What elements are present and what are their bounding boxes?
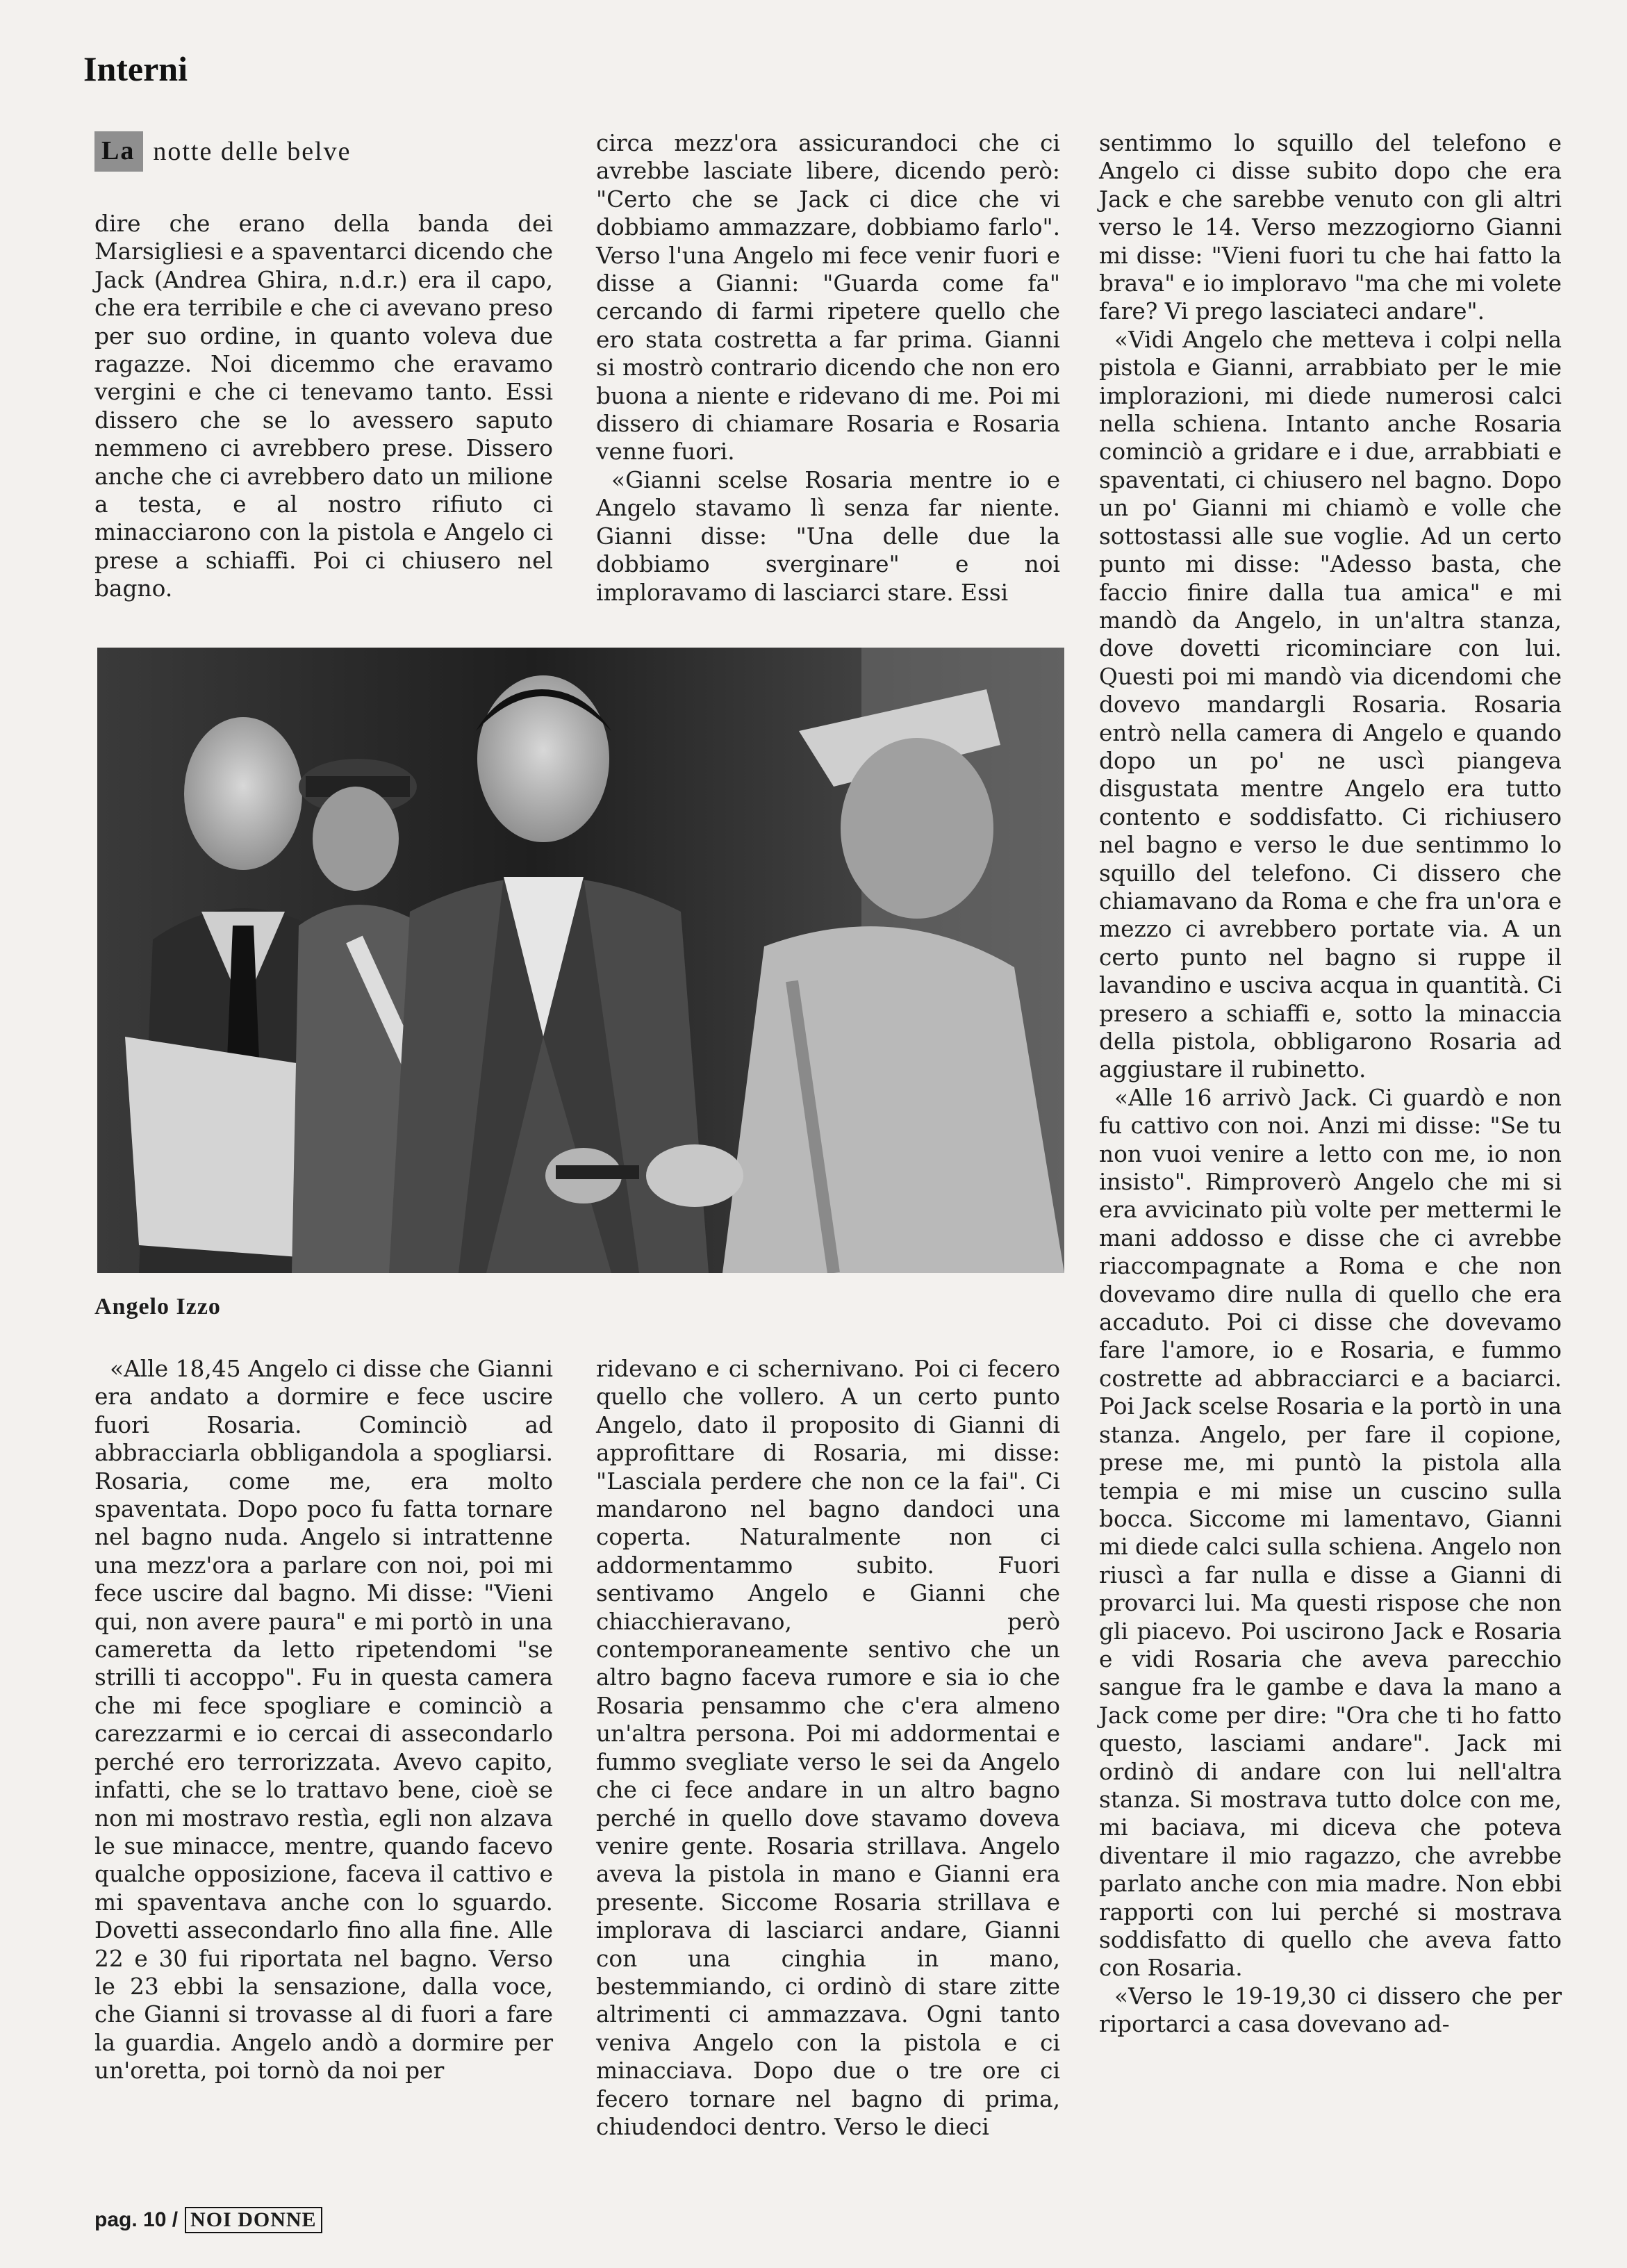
- column-2-top: [596, 129, 1060, 607]
- column-2-bottom: [596, 1355, 1060, 2141]
- article-kicker: [94, 127, 351, 176]
- kicker-tag: La: [94, 131, 143, 172]
- column-1-top: [94, 210, 553, 603]
- photo-caption: Angelo Izzo: [94, 1294, 221, 1320]
- kicker-title: notte delle belve: [153, 137, 352, 166]
- photo-illustration: [97, 648, 1064, 1273]
- paragraph: dire che erano della banda dei Marsigliesi e a spaventarci dicendo che Jack (Andrea Ghira, n.d.r.) era il capo, che era terribile e che ci avevano preso per suo ordine, in quanto voleva due ragazze. Noi dicemmo che eravamo vergini e che ci tenevamo tanto. Essi dissero che se lo avessero saputo nemmeno ci avrebbero prese. Dissero anche che ci avrebbero dato un milione a testa, e al nostro rifiuto ci minacciarono con la pistola e Angelo ci prese a schiaffi. Poi ci chiusero nel bagno.: [94, 211, 553, 602]
- paragraph: «Alle 18,45 Angelo ci disse che Gianni era andato a dormire e fece uscire fuori Rosaria. Cominciò ad abbracciarla obbligandola a spogliarsi. Rosaria, come me, era molto spaventata. Dopo poco fu fatta tornare nel bagno nuda. Angelo si intrattenne una mezz'ora a parlare con noi, poi mi fece uscire dal bagno. Mi disse: "Vieni qui, non avere paura" e mi portò in una cameretta da letto ripetendomi "se strilli ti accoppo". Fu in questa camera che mi fece spogliare e cominciò a carezzarmi e io cercai di assecondarlo perché ero terrorizzata. Avevo capito, infatti, che se lo trattavo bene, cioè se non mi mostravo restìa, egli non alzava le sue minacce, mentre, quando facevo qualche opposizione, faceva il cattivo e mi spaventava anche con lo sguardo. Dovetti assecondarlo fino alla fine. Alle 22 e 30 fui riportata nel bagno. Verso le 23 ebbi la sensazione, dalla voce, che Gianni si trovasse al di fuori a fare la guardia. Angelo andò a dormire per un'oretta, poi tornò da noi per: [94, 1356, 553, 2085]
- photo-angelo-izzo: [97, 648, 1064, 1273]
- magazine-logo: NOI DONNE: [185, 2207, 322, 2233]
- column-3: [1099, 129, 1562, 2039]
- section-label: Interni: [83, 49, 188, 88]
- paragraph: «Verso le 19-19,30 ci dissero che per riportarci a casa dovevano ad-: [1099, 1982, 1562, 2038]
- paragraph: sentimmo lo squillo del telefono e Angelo ci disse subito dopo che era Jack e che sarebbe venuto con gli altri verso le 14. Verso mezzogiorno Gianni mi disse: "Vieni fuori tu che hai fatto la brava" e io imploravo "ma che mi volete fare? Vi prego lasciateci andare".: [1099, 130, 1562, 325]
- column-1-bottom: [94, 1355, 553, 2085]
- page-number: pag. 10 /: [94, 2208, 179, 2231]
- paragraph: circa mezz'ora assicurandoci che ci avrebbe lasciate libere, dicendo però: "Certo che se Jack ci dice che vi dobbiamo ammazzare, dobbiamo farlo". Verso l'una Angelo mi fece venir fuori e disse a Gianni: "Guarda come fa" cercando di farmi ripetere quello che ero stata costretta a far prima. Gianni si mostrò contrario dicendo che non ero buona a niente e ridevano di me. Poi mi dissero di chiamare Rosaria e Rosaria venne fuori.: [596, 130, 1060, 466]
- page-footer: [94, 2204, 322, 2236]
- paragraph: «Alle 16 arrivò Jack. Ci guardò e non fu cattivo con noi. Anzi mi disse: "Se tu non vuoi venire a letto con me, io non insisto". Rimproverò Angelo che mi si era avvicinato più volte per mettermi le mani addosso e disse che ci avrebbe riaccompagnate a Roma e che non dovevamo dire nulla di quello che era accaduto. Poi ci disse che dovevamo fare l'amore, io e Rosaria, e fummo costrette ad abbracciarci e a baciarci. Poi Jack scelse Rosaria e la portò in una stanza. Angelo, per fare il copione, prese me, mi puntò la pistola alla tempia e mi mise un cuscino sulla bocca. Siccome mi lamentavo, Gianni mi diede calci sulla schiena. Angelo non riuscì a far nulla e disse a Gianni di provarci lui. Ma questi rispose che non gli piacevo. Poi uscirono Jack e Rosaria e vidi Rosaria che aveva parecchio sangue fra le gambe e dava la mano a Jack come per dire: "Ora che ti ho fatto questo, lasciami andare". Jack mi ordinò di andare con lui nell'altra stanza. Si mostrava tutto dolce con me, mi baciava, mi diceva che poteva diventare il mio ragazzo, che avrebbe parlato anche con mia madre. Non ebbi rapporti con lui perché si mostrava soddisfatto di quello che aveva fatto con Rosaria.: [1099, 1084, 1562, 1982]
- paragraph: «Vidi Angelo che metteva i colpi nella pistola e Gianni, arrabbiato per le mie implorazioni, mi diede numerosi calci nella schiena. Intanto anche Rosaria cominciò a gridare e i due, arrabbiati e spaventati, ci chiusero nel bagno. Dopo un po' Gianni mi chiamò e volle che sottostassi alle sue voglie. Ad un certo punto mi disse: "Adesso basta, che faccio finire dalla tua amica" e mi mandò da Angelo, in un'altra stanza, dove dovetti ricominciare con lui. Questi poi mi mandò via dicendomi che dovevo mandargli Rosaria. Rosaria entrò nella camera di Angelo e quando dopo un po' ne uscì piangeva disgustata mentre Angelo era tutto contento e soddisfatto. Ci richiusero nel bagno e verso le due sentimmo lo squillo del telefono. Ci dissero che chiamavano da Roma e che fra un'ora e mezzo ci avrebbero portate via. A un certo punto nel bagno si ruppe il lavandino e usciva acqua in quantità. Ci presero a schiaffi e, sotto la minaccia della pistola, obbligarono Rosaria ad aggiustare il rubinetto.: [1099, 326, 1562, 1083]
- paragraph: ridevano e ci schernivano. Poi ci fecero quello che vollero. A un certo punto Angelo, dato il proposito di Gianni di approfittare di Rosaria, mi disse: "Lasciala perdere che non ce la fai". Ci mandarono nel bagno dandoci una coperta. Naturalmente non ci addormentammo subito. Fuori sentivamo Angelo e Gianni che chiacchieravano, però contemporaneamente sentivo che un altro bagno faceva rumore e sia io che Rosaria pensammo che c'era almeno un'altra persona. Poi mi addormentai e fummo svegliate verso le sei da Angelo che ci fece andare in un altro bagno perché in quello dove stavamo doveva venire gente. Rosaria strillava. Angelo aveva la pistola in mano e Gianni era presente. Siccome Rosaria strillava e implorava di lasciarci andare, Gianni con una cinghia in mano, bestemmiando, ci ordinò di stare zitte altrimenti ci ammazzava. Ogni tanto veniva Angelo con la pistola e ci minacciava. Dopo due o tre ore ci fecero tornare nel bagno di prima, chiudendoci dentro. Verso le dieci: [596, 1356, 1060, 2140]
- paragraph: «Gianni scelse Rosaria mentre io e Angelo stavamo lì senza far niente. Gianni disse: "Una delle due la dobbiamo sverginare" e noi imploravamo di lasciarci stare. Essi: [596, 466, 1060, 606]
